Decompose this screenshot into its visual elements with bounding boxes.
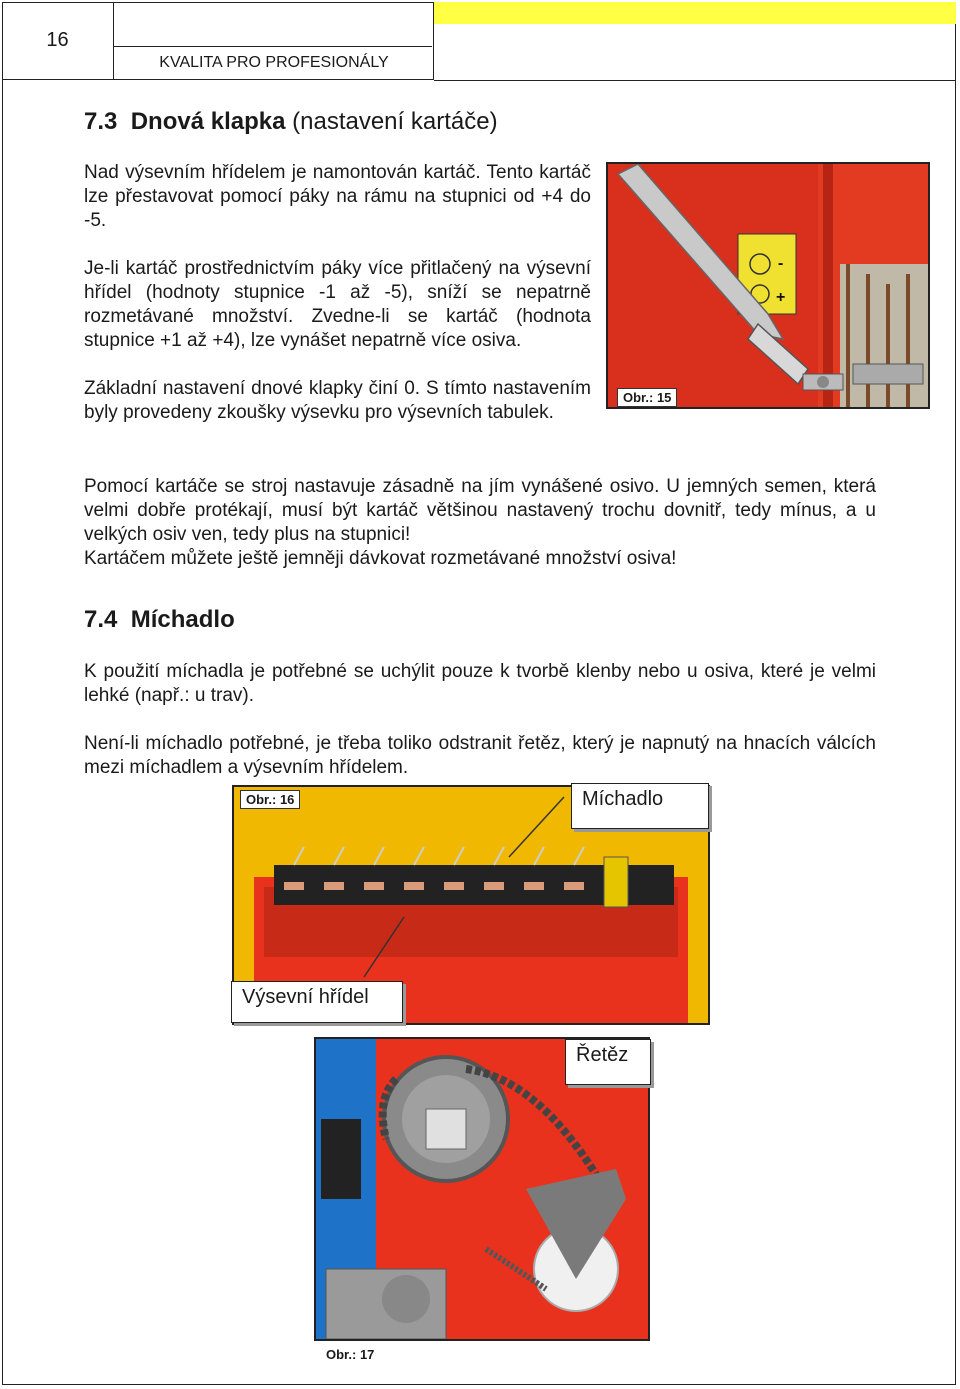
heading-number: 7.3 — [84, 108, 118, 135]
heading-number: 7.4 — [84, 606, 118, 633]
figure-16-caption: Obr.: 16 — [240, 790, 300, 809]
brush-lever-illustration — [608, 164, 928, 407]
figure-15-caption: Obr.: 15 — [617, 388, 677, 407]
header-divider — [434, 80, 956, 81]
section-heading-7-4 — [84, 606, 235, 634]
paragraph-7-3-3: Základní nastavení dnové klapky činí 0. S tímto nastavením byly provedeny zkoušky výsevku pro výsevních tabulek. — [84, 378, 591, 423]
header-yellow-bar — [434, 2, 956, 24]
figure-15-photo — [606, 162, 930, 409]
paragraph-7-3-1: Nad výsevním hřídelem je namontován kartáč. Tento kartáč lze přestavovat pomocí páky na rámu na stupnici od +4 do -5. — [84, 162, 591, 231]
heading-bold: Míchadlo — [130, 606, 235, 633]
heading-bold: Dnová klapka — [130, 108, 286, 135]
header-title-upper — [114, 2, 432, 47]
paragraph-7-4-2: Není-li míchadlo potřebné, je třeba toliko odstranit řetěz, který je napnutý na hnacích válcích mezi míchadlem a výsevním hřídelem. — [84, 733, 876, 778]
header-title-cell — [114, 2, 434, 80]
scale-plus-label: + — [776, 289, 786, 306]
label-chain: Řetěz — [565, 1039, 651, 1085]
paragraph-7-3-2: Je-li kartáč prostřednictvím páky více přitlačený na výsevní hřídel (hodnoty stupnice -1 až -5), sníží se nepatrně rozmetávané množství. Zvedne-li se kartáč (hodnota stupnice +1 až +4), lze vynášet nepatrně více osiva. — [84, 258, 591, 351]
page-number: 16 — [2, 2, 114, 80]
paragraph-7-3-5: Kartáčem můžete ještě jemněji dávkovat rozmetávané množství osiva! — [84, 548, 677, 569]
paragraph-7-3-4: Pomocí kartáče se stroj nastavuje zásadně na jím vynášené osivo. U jemných semen, která velmi dobře protékají, musí být kartáč většinou nastavený trochu dovnitř, tedy mínus, a u velkých osiv ven, tedy plus na stupnici! — [84, 476, 876, 545]
figure-17-caption: Obr.: 17 — [326, 1347, 375, 1362]
label-seed-shaft: Výsevní hřídel — [231, 981, 403, 1023]
paragraph-7-4-1: K použití míchadla je potřebné se uchýlit pouze k tvorbě klenby nebo u osiva, které je velmi lehké (např.: u trav). — [84, 661, 876, 706]
label-mixer: Míchadlo — [571, 783, 709, 829]
scale-minus-label: - — [778, 255, 784, 272]
heading-rest: (nastavení kartáče) — [292, 108, 498, 135]
header-brand: KVALITA PRO PROFESIONÁLY — [159, 54, 389, 71]
section-heading-7-3 — [84, 108, 498, 136]
